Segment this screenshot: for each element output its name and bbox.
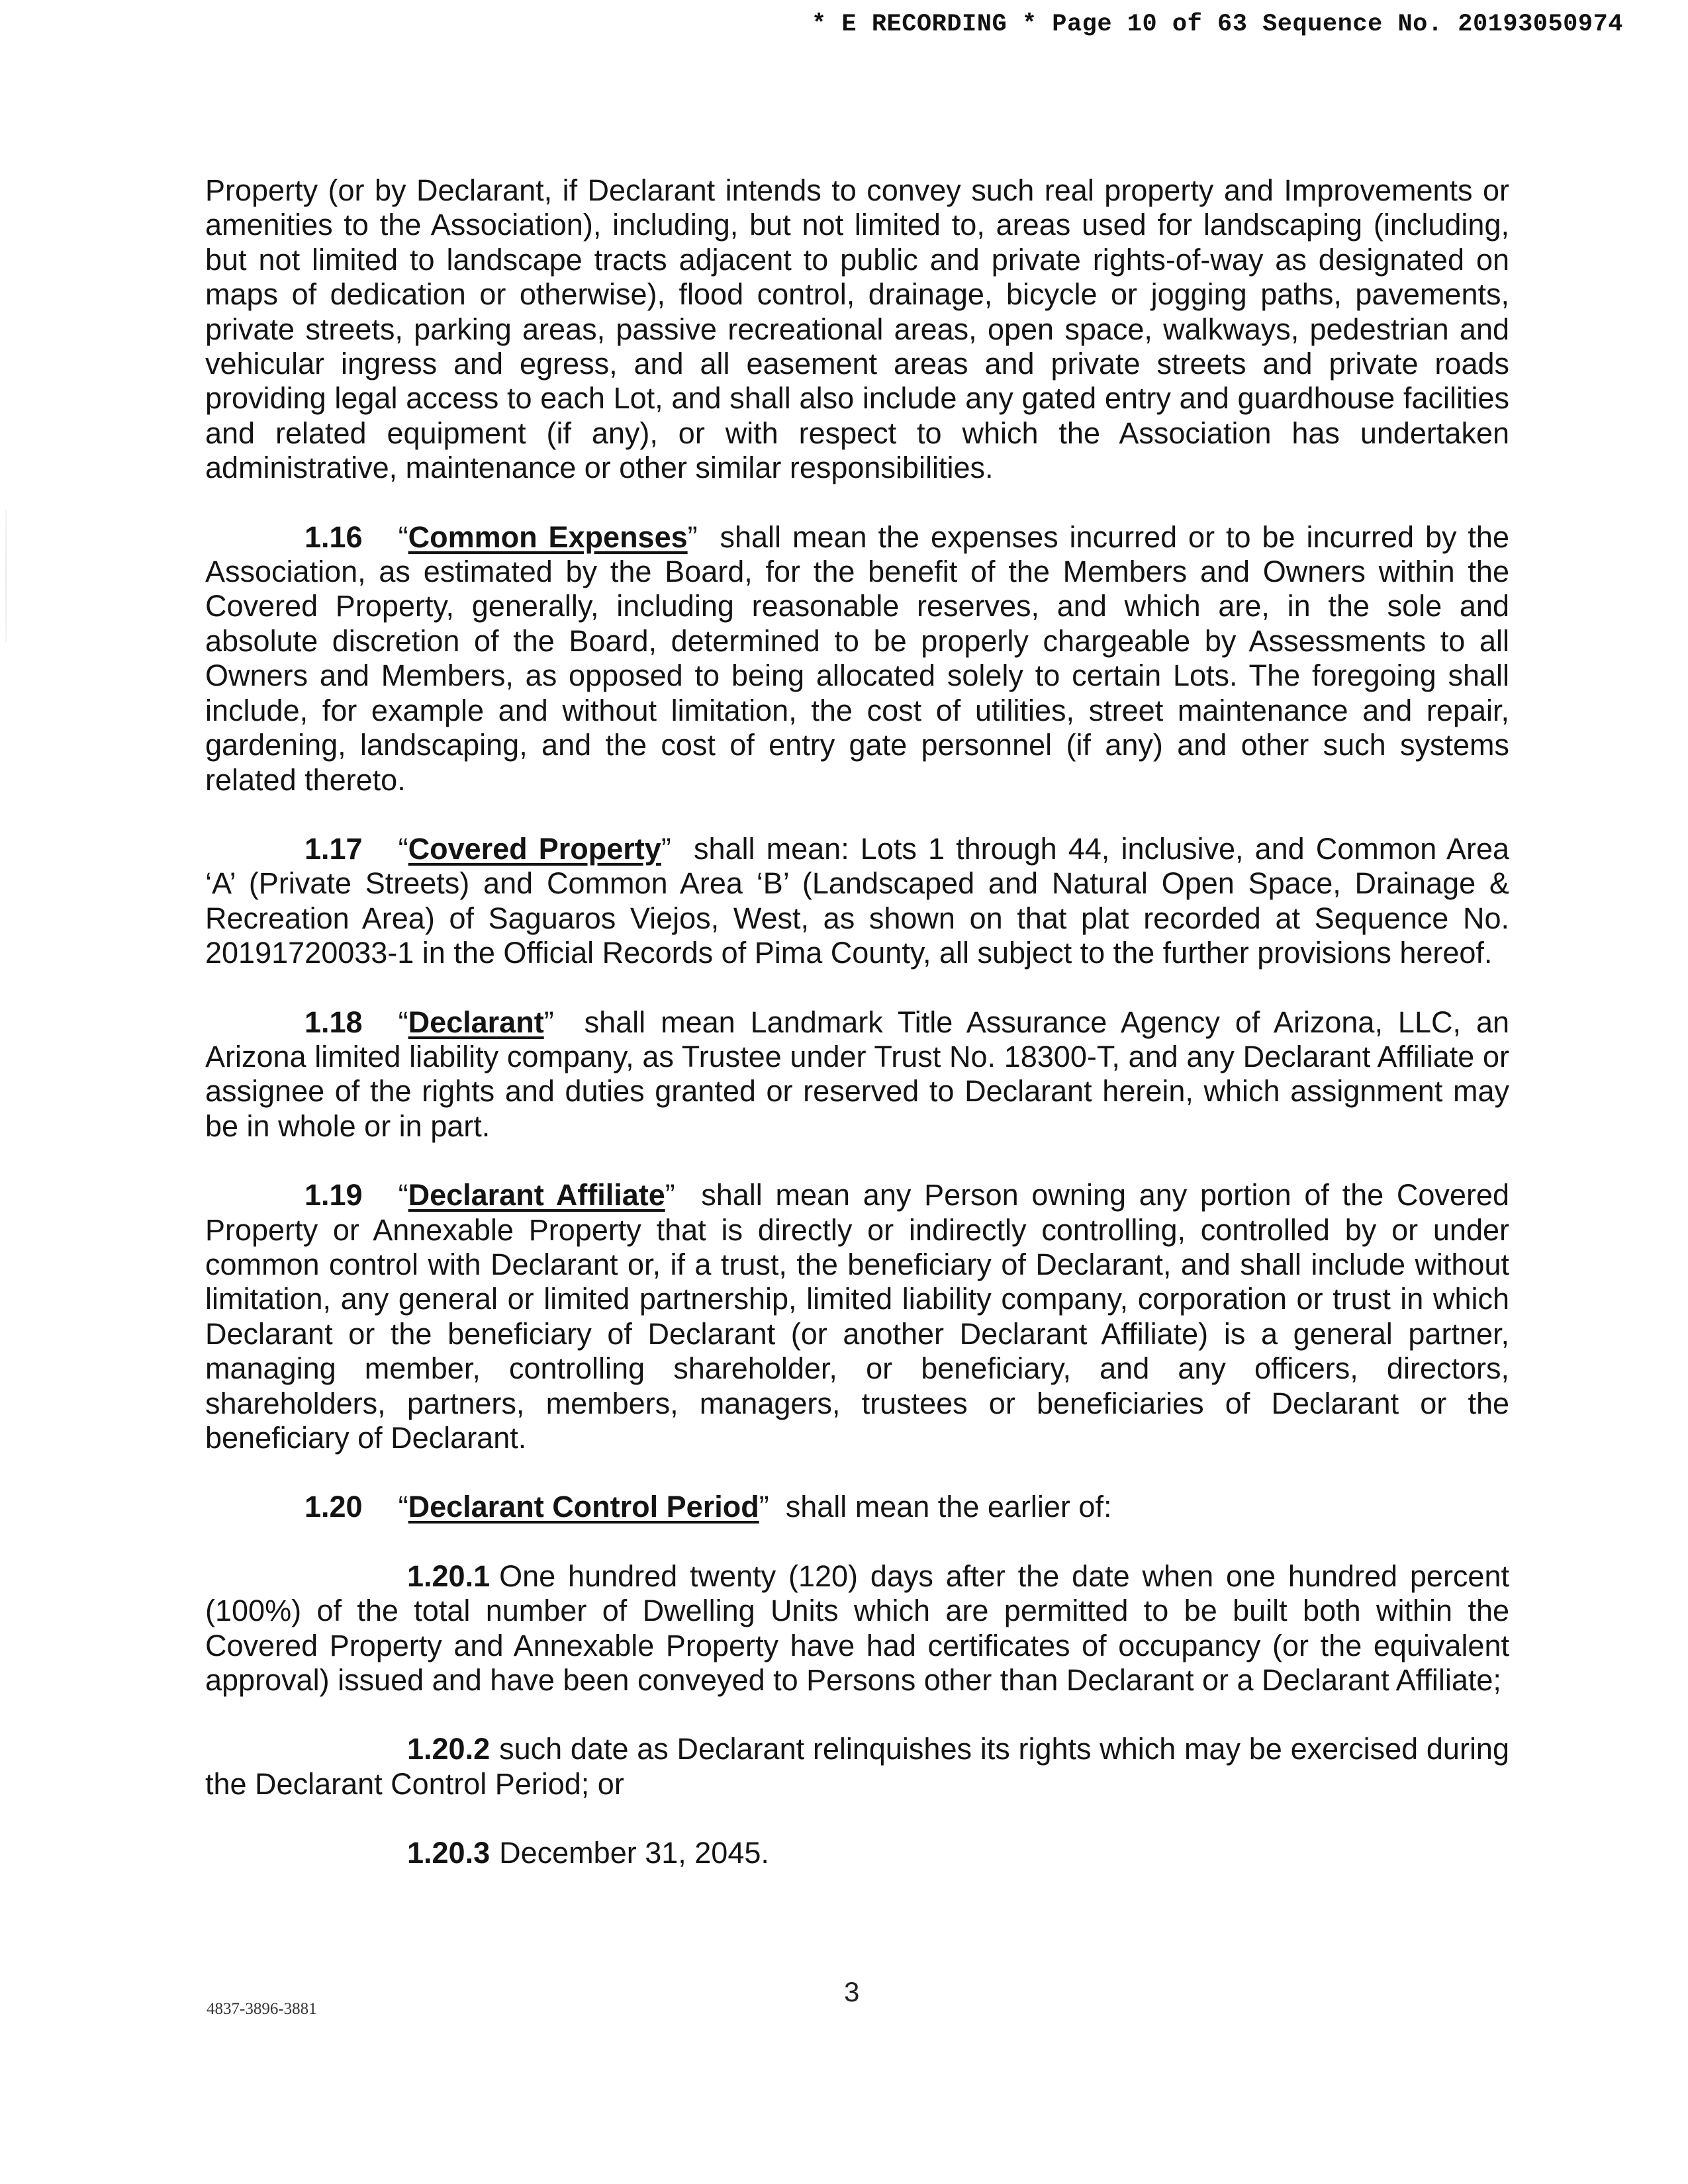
defined-term: Declarant Affiliate [408, 1178, 665, 1212]
section-number: 1.20.1 [407, 1559, 491, 1593]
section-1-20-2 [205, 1732, 1509, 1801]
defined-term: Declarant [408, 1005, 544, 1039]
section-text: shall mean Landmark Title Assurance Agency of Arizona, LLC, an Arizona limited liability company, as Trustee under Trust No. 18300-T, and any Declarant Affiliate or assignee of the rights and duties granted or reserved to Declarant herein, which assignment may be in whole or in part. [205, 1005, 1509, 1143]
page-number: 3 [844, 1976, 860, 2007]
recording-stamp: * E RECORDING * Page 10 of 63 Sequence No. 20193050974 [812, 11, 1623, 38]
section-1-17: 1.17 “Covered Property” shall mean: Lots 1 through 44, inclusive, and Common Area ‘A’ (Private Streets) and Common Area ‘B’ (Landscaped and Natural Open Space, Drainage & Recreation Area) of Saguaros Viejos, West, as shown on that plat recorded at Sequence No. 20191720033-1 in the Official Records of Pima County, all subject to the further provisions hereof. [205, 831, 1509, 970]
section-text: such date as Declarant relinquishes its rights which may be exercised during the Declarant Control Period; or [205, 1732, 1509, 1801]
section-number: 1.17 [305, 831, 363, 866]
document-id: 4837-3896-3881 [207, 2000, 317, 2018]
section-number: 1.20.3 [407, 1836, 491, 1870]
defined-term: Declarant Control Period [408, 1490, 759, 1524]
section-1-20-3 [407, 1836, 1509, 1870]
section-1-20: 1.20 “Declarant Control Period” shall mean the earlier of: [305, 1490, 1112, 1524]
section-number: 1.19 [305, 1178, 363, 1212]
scan-artifact [5, 510, 7, 642]
section-1-16: 1.16 “Common Expenses” shall mean the expenses incurred or to be incurred by the Association, as estimated by the Board, for the benefit of the Members and Owners within the Covered Property, generally, including reasonable reserves, and which are, in the sole and absolute discretion of the Board, determined to be properly chargeable by Assessments to all Owners and Members, as opposed to being allocated solely to certain Lots. The foregoing shall include, for example and without limitation, the cost of utilities, street maintenance and repair, gardening, landscaping, and the cost of entry gate personnel (if any) and other such systems related thereto. [205, 520, 1509, 797]
section-1-18: 1.18 “Declarant” shall mean Landmark Title Assurance Agency of Arizona, LLC, an Arizona limited liability company, as Trustee under Trust No. 18300-T, and any Declarant Affiliate or assignee of the rights and duties granted or reserved to Declarant herein, which assignment may be in whole or in part. [205, 1005, 1509, 1143]
section-text: One hundred twenty (120) days after the date when one hundred percent (100%) of the total number of Dwelling Units which are permitted to be built both within the Covered Property and Annexable Property have had certificates of occupancy (or the equivalent approval) issued and have been conveyed to Persons other than Declarant or a Declarant Affiliate; [205, 1559, 1509, 1698]
document-body [205, 173, 1509, 1905]
defined-term: Covered Property [408, 831, 661, 866]
section-1-19: 1.19 “Declarant Affiliate” shall mean any Person owning any portion of the Covered Property or Annexable Property that is directly or indirectly controlling, controlled by or under common control with Declarant or, if a trust, the beneficiary of Declarant, and shall include without limitation, any general or limited partnership, limited liability company, corporation or trust in which Declarant or the beneficiary of Declarant (or another Declarant Affiliate) is a general partner, managing member, controlling shareholder, or beneficiary, and any officers, directors, shareholders, partners, members, managers, trustees or beneficiaries of Declarant or the beneficiary of Declarant. [205, 1178, 1509, 1455]
section-number: 1.20.2 [407, 1732, 491, 1766]
section-text: December 31, 2045. [499, 1836, 769, 1870]
section-text: shall mean: Lots 1 through 44, inclusive, and Common Area ‘A’ (Private Streets) and Common Area ‘B’ (Landscaped and Natural Open Space, Drainage & Recreation Area) of Saguaros Viejos, West, as shown on that plat recorded at Sequence No. 20191720033-1 in the Official Records of Pima County, all subject to the further provisions hereof. [205, 831, 1509, 970]
section-text: shall mean the expenses incurred or to be incurred by the Association, as estimated by the Board, for the benefit of the Members and Owners within the Covered Property, generally, including reasonable reserves, and which are, in the sole and absolute discretion of the Board, determined to be properly chargeable by Assessments to all Owners and Members, as opposed to being allocated solely to certain Lots. The foregoing shall include, for example and without limitation, the cost of utilities, street maintenance and repair, gardening, landscaping, and the cost of entry gate personnel (if any) and other such systems related thereto. [205, 520, 1509, 797]
paragraph-intro: Property (or by Declarant, if Declarant intends to convey such real property and Improvements or amenities to the Association), including, but not limited to, areas used for landscaping (including, but not limited to landscape tracts adjacent to public and private rights-of-way as designated on maps of dedication or otherwise), flood control, drainage, bicycle or jogging paths, pavements, private streets, parking areas, passive recreational areas, open space, walkways, pedestrian and vehicular ingress and egress, and all easement areas and private streets and private roads providing legal access to each Lot, and shall also include any gated entry and guardhouse facilities and related equipment (if any), or with respect to which the Association has undertaken administrative, maintenance or other similar responsibilities. [205, 173, 1509, 485]
section-1-20-1 [205, 1559, 1509, 1698]
section-text: shall mean the earlier of: [785, 1490, 1112, 1524]
section-number: 1.20 [305, 1490, 363, 1524]
section-number: 1.18 [305, 1005, 363, 1039]
defined-term: Common Expenses [408, 520, 688, 554]
section-number: 1.16 [305, 520, 363, 554]
section-text: shall mean any Person owning any portion of the Covered Property or Annexable Property that is directly or indirectly controlling, controlled by or under common control with Declarant or, if a trust, the beneficiary of Declarant, and shall include without limitation, any general or limited partnership, limited liability company, corporation or trust in which Declarant or the beneficiary of Declarant (or another Declarant Affiliate) is a general partner, managing member, controlling shareholder, or beneficiary, and any officers, directors, shareholders, partners, members, managers, trustees or beneficiaries of Declarant or the beneficiary of Declarant. [205, 1178, 1509, 1455]
